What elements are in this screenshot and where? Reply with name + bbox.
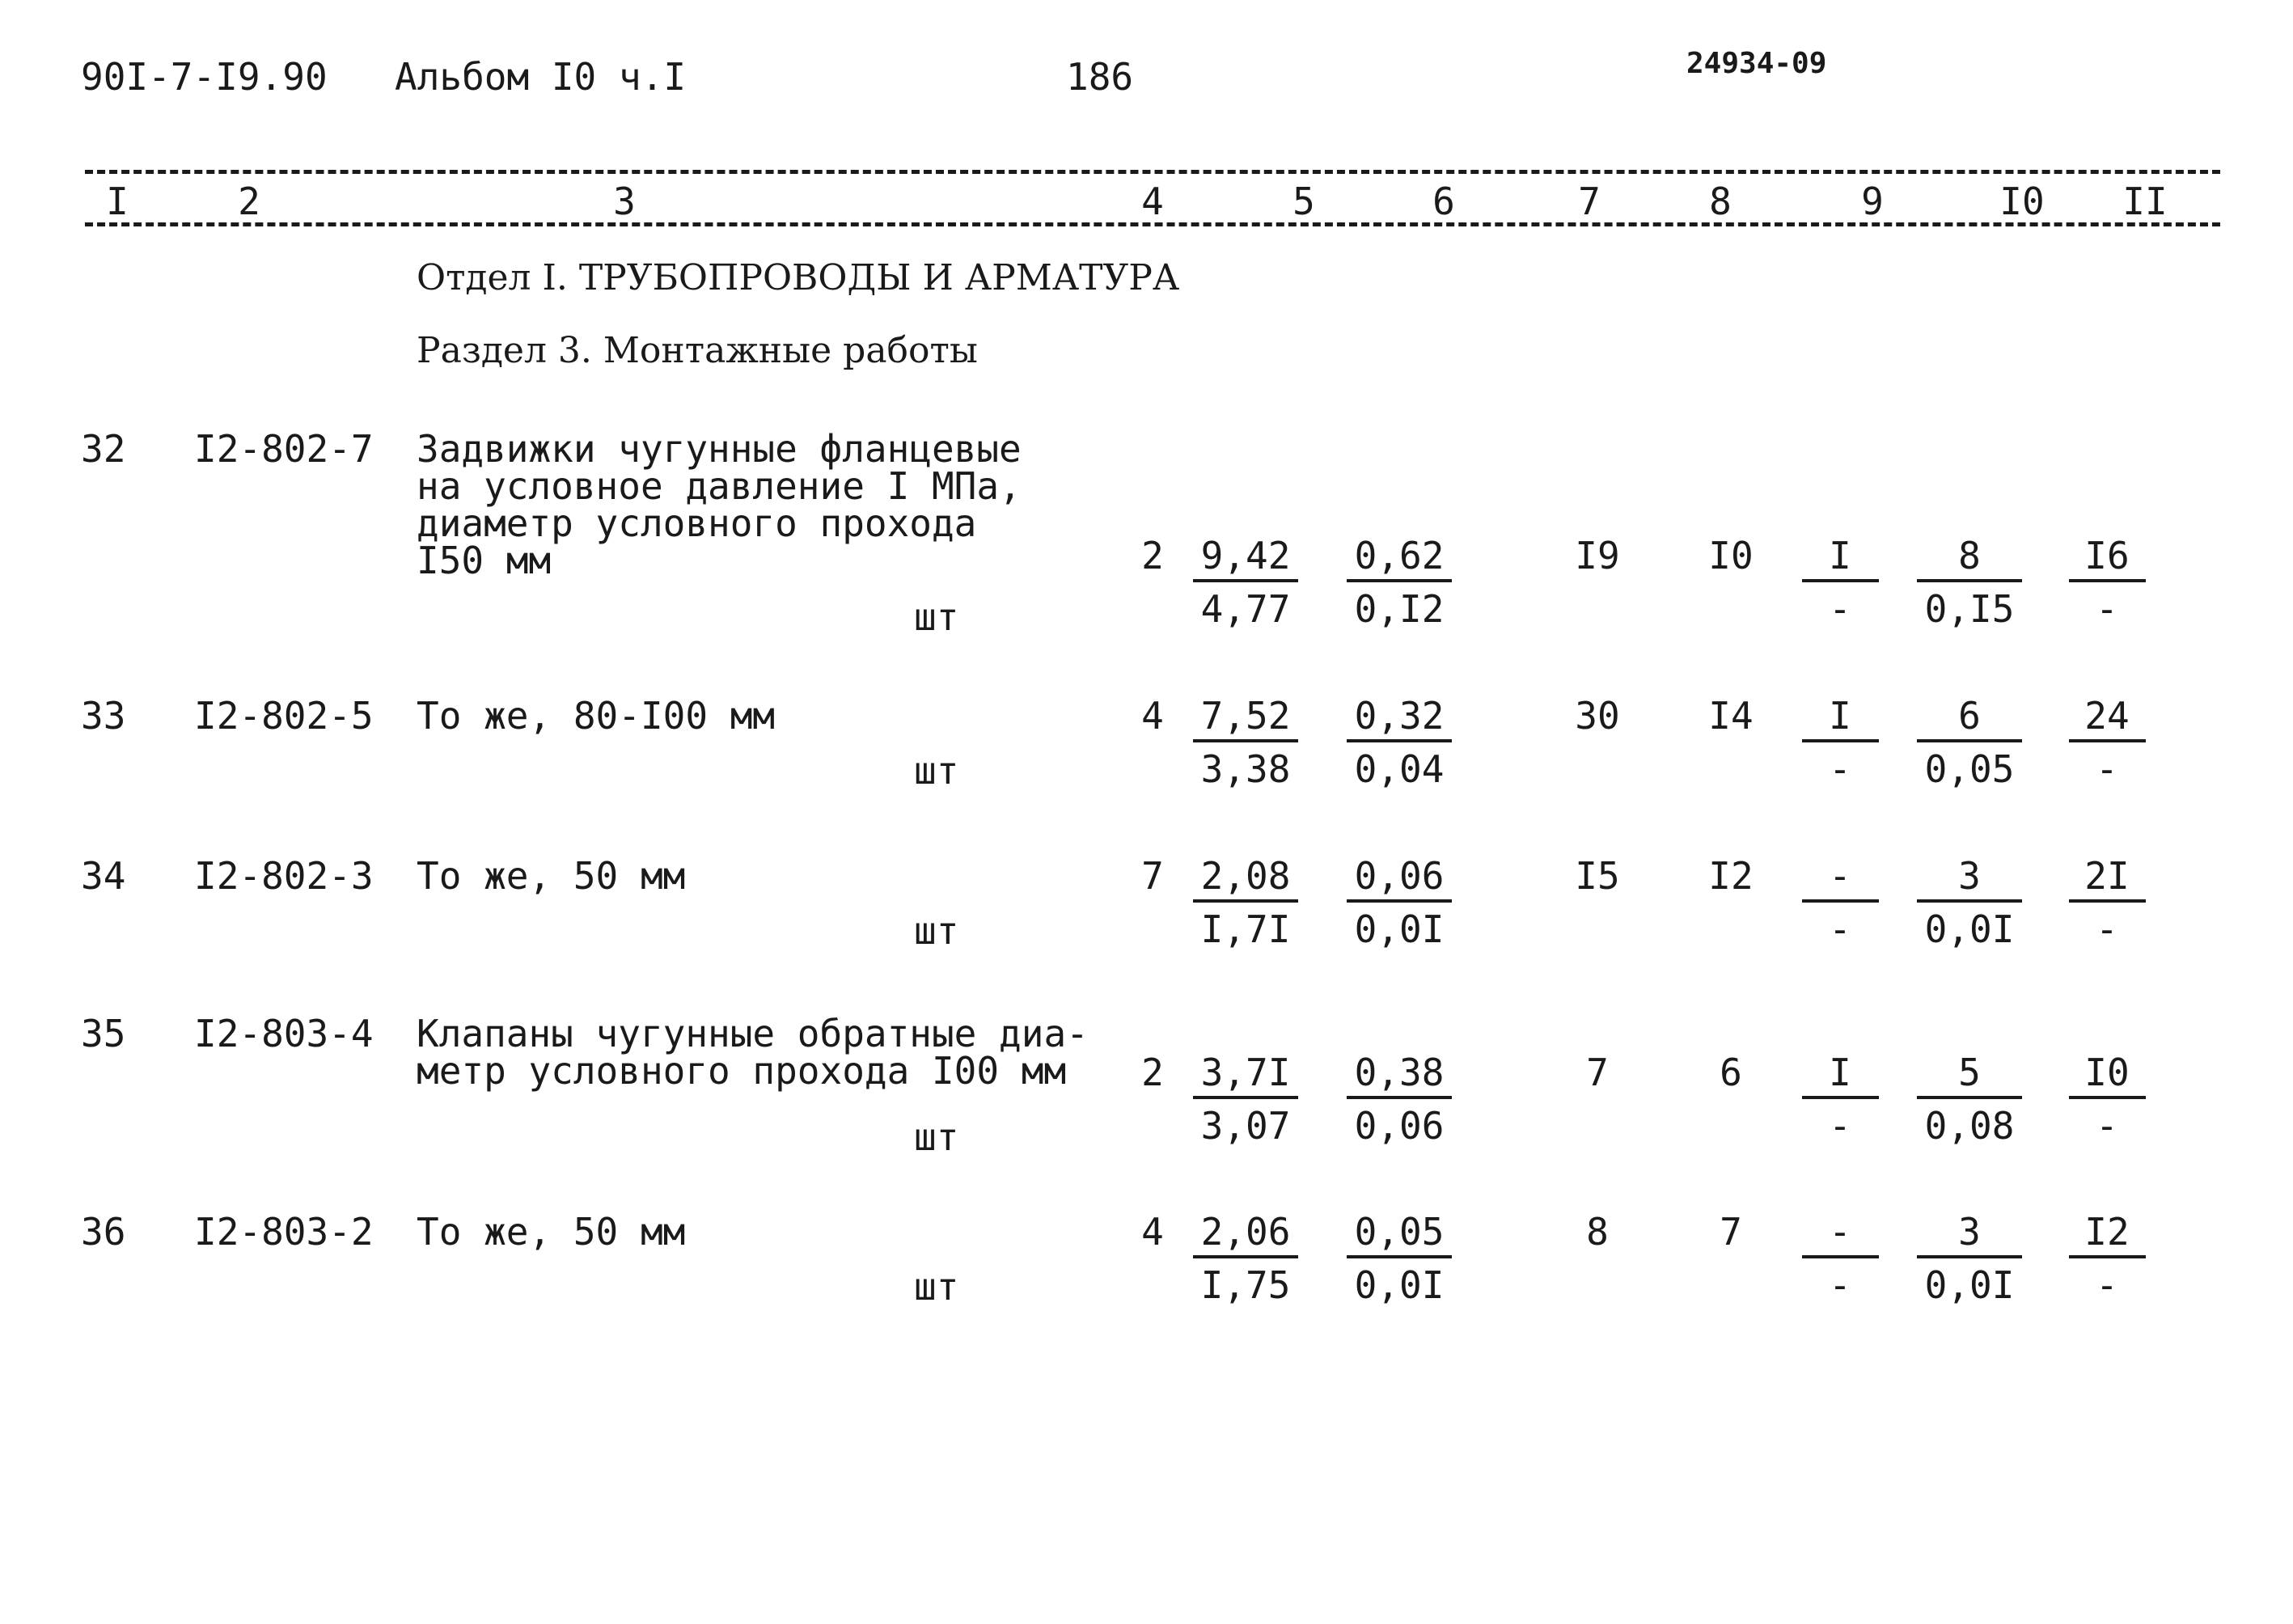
work-description-line: То же, 50 мм (417, 1210, 686, 1254)
c10-denominator: 0,0I (1924, 907, 2015, 951)
c5-fraction (1193, 694, 1298, 791)
c9-numerator: I (1802, 1054, 1879, 1099)
column-8-value: 7 (1720, 1210, 1742, 1254)
c10-fraction (1917, 1051, 2022, 1148)
department-title: Отдел I. ТРУБОПРОВОДЫ И АРМАТУРА (417, 257, 1180, 298)
row-number: 33 (81, 694, 126, 738)
c9-denominator: - (1829, 1104, 1851, 1148)
c9-denominator: - (1829, 907, 1851, 951)
work-description-line: Клапаны чугунные обратные диа- (417, 1012, 1089, 1055)
c11-fraction (2069, 1210, 2146, 1307)
column-number-5: 5 (1292, 180, 1315, 223)
c5-fraction (1193, 854, 1298, 951)
work-description-line: диаметр условного прохода (417, 501, 977, 545)
c11-fraction (2069, 854, 2146, 951)
column-7-value: 8 (1586, 1210, 1609, 1254)
work-description-line: То же, 50 мм (417, 854, 686, 898)
column-number-4: 4 (1141, 180, 1164, 223)
unit-of-measure: шт (914, 1115, 959, 1159)
table-row (0, 1012, 2293, 1177)
c9-numerator: - (1802, 1213, 1879, 1258)
work-description-line: на условное давление I МПа, (417, 464, 1022, 508)
c11-fraction (2069, 1051, 2146, 1148)
c11-denominator: - (2096, 1263, 2118, 1307)
c5-numerator: 3,7I (1193, 1054, 1298, 1099)
price-code: I2-803-4 (194, 1012, 374, 1055)
c9-fraction (1802, 854, 1879, 951)
c6-denominator: 0,0I (1354, 1263, 1445, 1307)
c6-numerator: 0,05 (1347, 1213, 1452, 1258)
work-description-line: Задвижки чугунные фланцевые (417, 427, 1022, 471)
c6-fraction (1347, 1051, 1452, 1148)
c11-numerator: 2I (2069, 857, 2146, 903)
row-number: 35 (81, 1012, 126, 1055)
c6-numerator: 0,06 (1347, 857, 1452, 903)
column-number-2: 2 (238, 180, 260, 223)
unit-of-measure: шт (914, 595, 959, 639)
c10-fraction (1917, 534, 2022, 631)
c6-numerator: 0,38 (1347, 1054, 1452, 1099)
c6-denominator: 0,I2 (1354, 587, 1445, 631)
c11-numerator: I6 (2069, 537, 2146, 582)
c9-numerator: I (1802, 697, 1879, 742)
c5-denominator: 3,07 (1200, 1104, 1291, 1148)
c6-numerator: 0,62 (1347, 537, 1452, 582)
c5-fraction (1193, 534, 1298, 631)
c9-denominator: - (1829, 1263, 1851, 1307)
c5-denominator: I,7I (1200, 907, 1291, 951)
c6-fraction (1347, 694, 1452, 791)
c10-denominator: 0,05 (1924, 747, 2015, 791)
work-description (417, 427, 1022, 582)
c5-denominator: 4,77 (1200, 587, 1291, 631)
album-label: Альбом I0 ч.I (395, 55, 687, 99)
work-description (417, 1012, 1089, 1093)
column-7-value: 30 (1575, 694, 1620, 738)
c5-numerator: 2,06 (1193, 1213, 1298, 1258)
c10-numerator: 3 (1917, 857, 2022, 903)
table-row (0, 694, 2293, 859)
price-code: I2-803-2 (194, 1210, 374, 1254)
c11-numerator: 24 (2069, 697, 2146, 742)
unit-of-measure: шт (914, 749, 959, 793)
c5-denominator: I,75 (1200, 1263, 1291, 1307)
quantity-value: 7 (1141, 854, 1164, 898)
page-number: 186 (1066, 55, 1134, 99)
unit-of-measure: шт (914, 1265, 959, 1309)
c5-fraction (1193, 1210, 1298, 1307)
price-code: I2-802-3 (194, 854, 374, 898)
unit-of-measure: шт (914, 909, 959, 953)
c6-fraction (1347, 854, 1452, 951)
part-title: Раздел 3. Монтажные работы (417, 330, 978, 371)
c10-denominator: 0,I5 (1924, 587, 2015, 631)
quantity-value: 2 (1141, 1051, 1164, 1094)
column-8-value: 6 (1720, 1051, 1742, 1094)
column-8-value: I0 (1708, 534, 1754, 577)
c11-fraction (2069, 694, 2146, 791)
column-number-7: 7 (1578, 180, 1601, 223)
table-row (0, 1210, 2293, 1375)
column-number-11: II (2122, 180, 2168, 223)
quantity-value: 4 (1141, 1210, 1164, 1254)
c11-numerator: I2 (2069, 1213, 2146, 1258)
column-number-3: 3 (613, 180, 636, 223)
c10-numerator: 8 (1917, 537, 2022, 582)
c6-fraction (1347, 534, 1452, 631)
c9-denominator: - (1829, 587, 1851, 631)
c6-denominator: 0,0I (1354, 907, 1445, 951)
c10-fraction (1917, 1210, 2022, 1307)
c9-denominator: - (1829, 747, 1851, 791)
inventory-stamp: 24934-09 (1686, 47, 1827, 80)
work-description (417, 694, 776, 738)
table-row (0, 854, 2293, 1019)
row-number: 36 (81, 1210, 126, 1254)
c10-numerator: 6 (1917, 697, 2022, 742)
column-number-1: I (106, 180, 129, 223)
column-7-value: I5 (1575, 854, 1620, 898)
work-description-line: I50 мм (417, 539, 552, 582)
quantity-value: 2 (1141, 534, 1164, 577)
c10-denominator: 0,08 (1924, 1104, 2015, 1148)
c6-numerator: 0,32 (1347, 697, 1452, 742)
column-7-value: I9 (1575, 534, 1620, 577)
work-description-line: метр условного прохода I00 мм (417, 1049, 1067, 1093)
c11-denominator: - (2096, 587, 2118, 631)
column-number-9: 9 (1861, 180, 1884, 223)
c5-denominator: 3,38 (1200, 747, 1291, 791)
quantity-value: 4 (1141, 694, 1164, 738)
c11-fraction (2069, 534, 2146, 631)
c11-denominator: - (2096, 907, 2118, 951)
doc-code: 90I-7-I9.90 (81, 55, 328, 99)
c10-denominator: 0,0I (1924, 1263, 2015, 1307)
column-7-value: 7 (1586, 1051, 1609, 1094)
column-number-8: 8 (1709, 180, 1732, 223)
c10-numerator: 3 (1917, 1213, 2022, 1258)
c5-numerator: 9,42 (1193, 537, 1298, 582)
work-description-line: То же, 80-I00 мм (417, 694, 776, 738)
c6-denominator: 0,06 (1354, 1104, 1445, 1148)
work-description (417, 854, 686, 898)
c5-fraction (1193, 1051, 1298, 1148)
table-row (0, 427, 2293, 639)
c9-fraction (1802, 694, 1879, 791)
c10-fraction (1917, 854, 2022, 951)
row-number: 32 (81, 427, 126, 471)
c10-fraction (1917, 694, 2022, 791)
c5-numerator: 7,52 (1193, 697, 1298, 742)
c5-numerator: 2,08 (1193, 857, 1298, 903)
c11-denominator: - (2096, 747, 2118, 791)
column-8-value: I4 (1708, 694, 1754, 738)
c9-numerator: I (1802, 537, 1879, 582)
c9-fraction (1802, 1210, 1879, 1307)
c6-fraction (1347, 1210, 1452, 1307)
c9-fraction (1802, 534, 1879, 631)
column-number-6: 6 (1432, 180, 1455, 223)
row-number: 34 (81, 854, 126, 898)
column-number-10: I0 (1999, 180, 2045, 223)
header-rule-top (85, 170, 2220, 174)
price-code: I2-802-7 (194, 427, 374, 471)
column-8-value: I2 (1708, 854, 1754, 898)
c9-numerator: - (1802, 857, 1879, 903)
c11-denominator: - (2096, 1104, 2118, 1148)
c10-numerator: 5 (1917, 1054, 2022, 1099)
work-description (417, 1210, 686, 1254)
c11-numerator: I0 (2069, 1054, 2146, 1099)
price-code: I2-802-5 (194, 694, 374, 738)
c9-fraction (1802, 1051, 1879, 1148)
c6-denominator: 0,04 (1354, 747, 1445, 791)
